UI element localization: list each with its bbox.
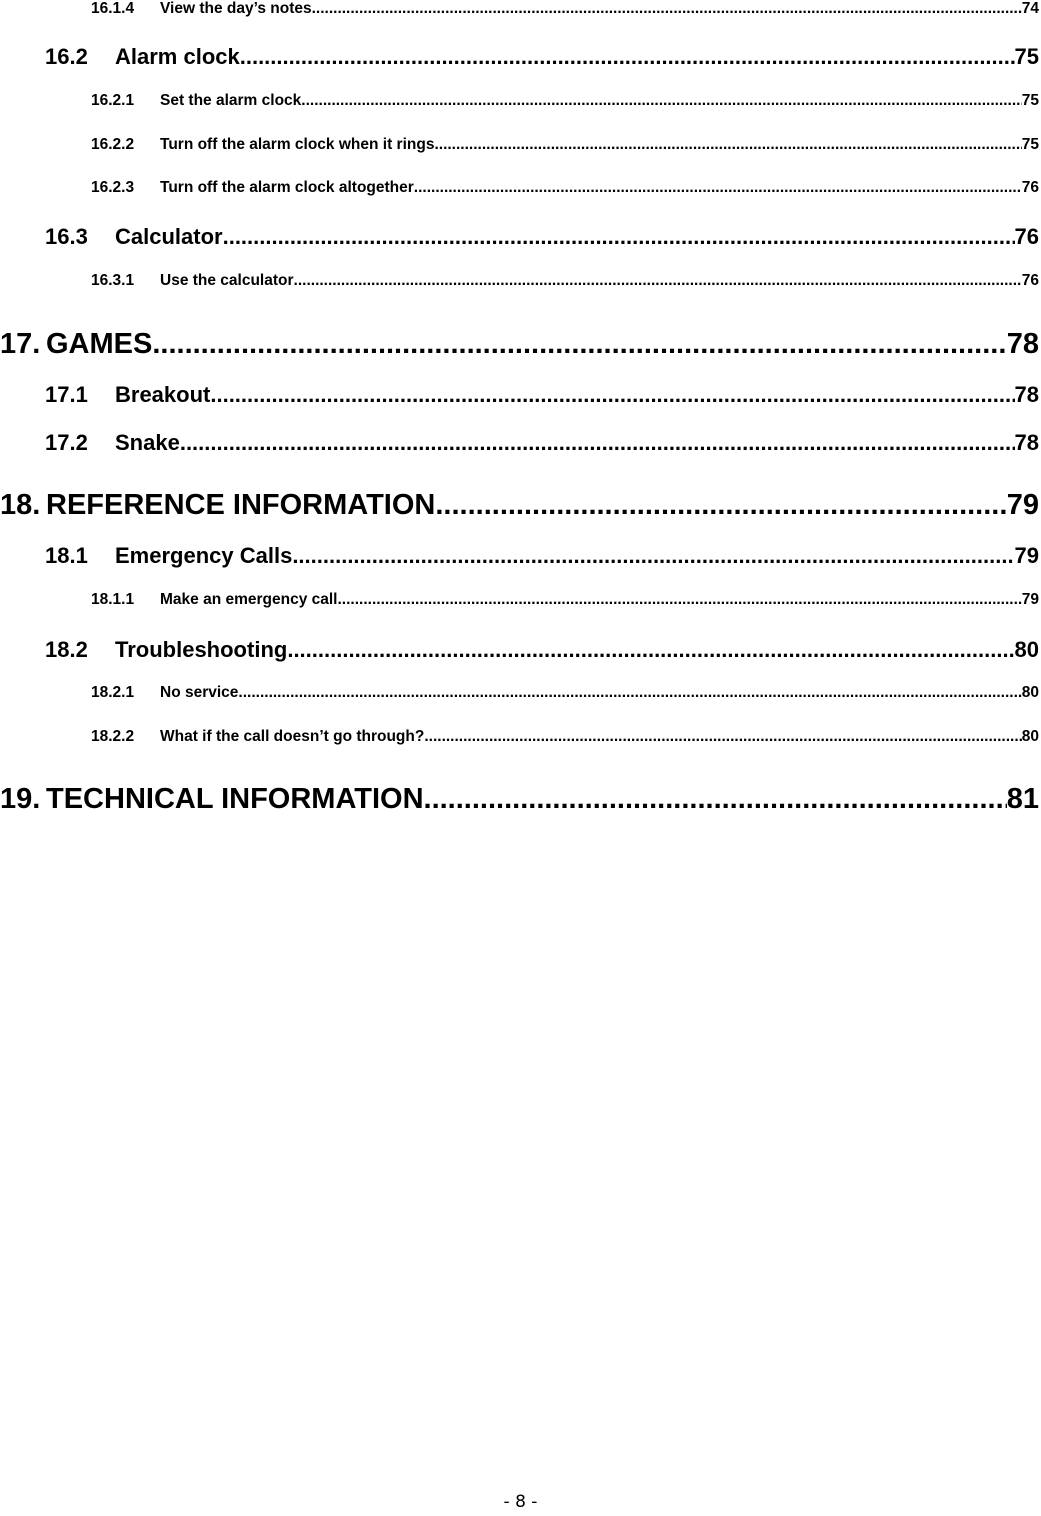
toc-entry[interactable] [0,543,1041,569]
toc-entry-title: Emergency Calls [115,543,293,568]
toc-entry-number: 16.2.1 [91,92,135,109]
toc-entry[interactable] [0,382,1041,408]
toc-dot-leader [152,328,1006,361]
toc-dot-leader [292,543,1014,569]
toc-entry[interactable] [0,591,1041,609]
toc-dot-leader [338,591,1022,609]
toc-entry-title: View the day’s notes [160,0,312,17]
toc-entry[interactable] [0,179,1041,197]
toc-entry-page: 75 [1014,44,1039,69]
toc-entry-page: 75 [1021,136,1039,153]
toc-entry-number: 18. [0,489,41,521]
toc-entry-title: Snake [115,430,180,455]
toc-entry-number: 18.1.1 [91,591,135,608]
toc-entry-title: Calculator [115,224,223,249]
toc-entry[interactable] [0,92,1041,110]
toc-entry-page: 78 [1006,328,1039,360]
toc-entry-number: 16.3.1 [91,272,135,289]
toc-entry[interactable] [0,637,1041,663]
toc-entry-page: 79 [1021,591,1039,608]
toc-entry-title: Troubleshooting [115,637,288,662]
toc-entry-page: 80 [1021,728,1039,745]
toc-entry-page: 79 [1006,489,1039,521]
toc-dot-leader [180,430,1015,456]
toc-entry-page: 79 [1014,543,1039,568]
toc-entry-page: 80 [1021,684,1039,701]
toc-dot-leader [238,684,1021,702]
toc-entry-title: TECHNICAL INFORMATION [46,783,424,815]
toc-entry[interactable] [0,728,1041,746]
toc-entry-title: GAMES [46,328,153,360]
toc-entry-title: Breakout [115,382,211,407]
toc-entry-number: 17. [0,328,41,360]
toc-dot-leader [312,0,1022,18]
toc-entry-title: REFERENCE INFORMATION [46,489,436,521]
toc-entry[interactable] [0,328,1041,361]
toc-entry-title: Make an emergency call [160,591,338,608]
toc-entry-page: 76 [1021,272,1039,289]
toc-entry-title: Alarm clock [115,44,240,69]
toc-entry[interactable] [0,684,1041,702]
toc-entry-number: 18.2.1 [91,684,135,701]
toc-entry[interactable] [0,224,1041,250]
toc-entry-number: 18.1 [45,543,88,568]
toc-dot-leader [435,489,1006,522]
toc-dot-leader [287,637,1014,663]
toc-entry[interactable] [0,489,1041,522]
toc-entry[interactable] [0,430,1041,456]
toc-entry-title: Turn off the alarm clock altogether [160,179,414,196]
toc-dot-leader [210,382,1014,408]
toc-dot-leader [301,92,1021,110]
toc-entry-number: 17.2 [45,430,88,455]
toc-entry-number: 16.3 [45,224,88,249]
toc-entry-page: 76 [1021,179,1039,196]
toc-entry-title: What if the call doesn’t go through? [160,728,425,745]
toc-dot-leader [434,136,1021,154]
toc-entry-title: No service [160,684,239,701]
toc-entry-page: 80 [1014,637,1039,662]
toc-dot-leader [240,44,1015,70]
toc-entry-page: 75 [1021,92,1039,109]
toc-entry-title: Use the calculator [160,272,294,289]
toc-entry[interactable] [0,44,1041,70]
toc-entry-page: 78 [1014,382,1039,407]
toc-entry-number: 16.2 [45,44,88,69]
toc-entry-number: 17.1 [45,382,88,407]
toc-entry-number: 16.2.2 [91,136,135,153]
toc-entry[interactable] [0,136,1041,154]
toc-dot-leader [424,728,1021,746]
toc-entry[interactable] [0,783,1041,816]
toc-entry[interactable] [0,272,1041,290]
toc-entry-page: 76 [1014,224,1039,249]
toc-dot-leader [223,224,1015,250]
toc-dot-leader [414,179,1022,197]
toc-entry-number: 18.2 [45,637,88,662]
toc-entry-page: 78 [1014,430,1039,455]
toc-entry-number: 18.2.2 [91,728,135,745]
toc-dot-leader [424,783,1007,816]
toc-entry-title: Turn off the alarm clock when it rings [160,136,435,153]
toc-entry-number: 16.1.4 [91,0,135,17]
toc-dot-leader [294,272,1022,290]
toc-entry[interactable] [0,0,1041,18]
toc-entry-page: 81 [1006,783,1039,815]
toc-entry-number: 16.2.3 [91,179,135,196]
toc-entry-number: 19. [0,783,41,815]
toc-entry-page: 74 [1021,0,1039,17]
toc-entry-title: Set the alarm clock [160,92,302,109]
page-number: - 8 - [503,1492,538,1512]
